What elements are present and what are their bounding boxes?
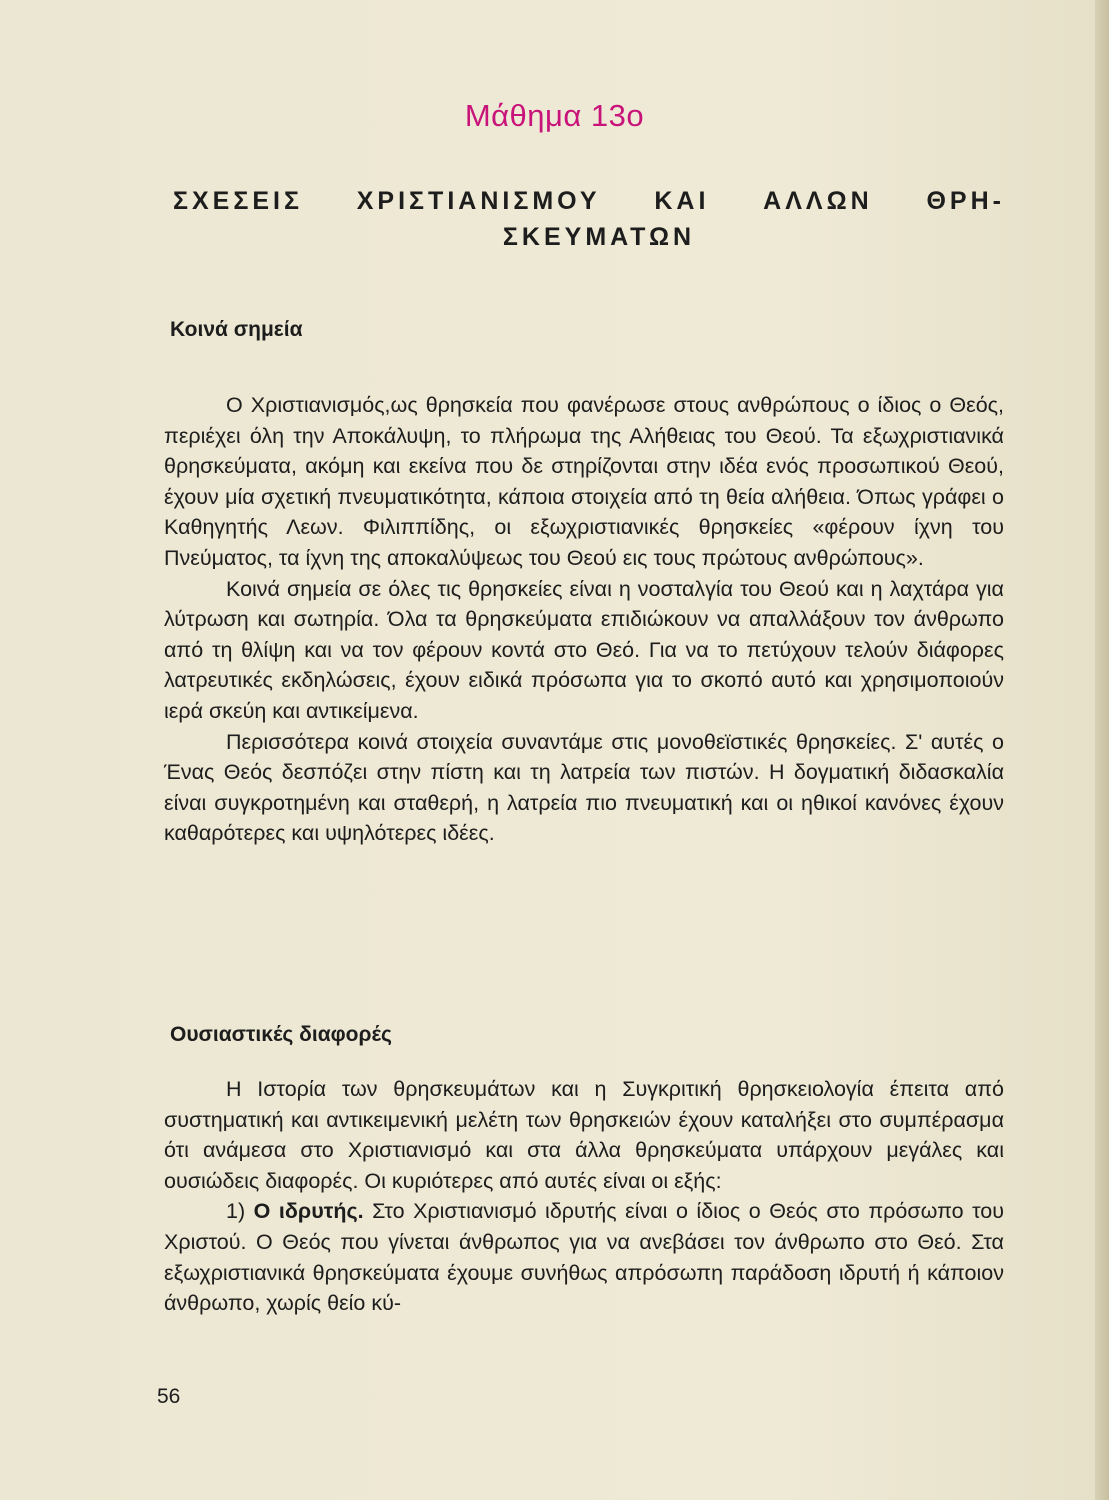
list-item-number: 1) <box>226 1199 246 1224</box>
paragraph: Η Ιστορία των θρησκευμάτων και η Συγκριτική θρησκειολογία έπειτα από συστηματική και αντικειμενική μελέτη των θρησκειών έχουν καταλήξει στο συμπέρασμα ότι ανάμεσα στο Χριστιανισμό και στα άλλα θρησκεύματα υπάρχουν μεγάλες και ουσιώδεις διαφορές. Οι κυριότερες από αυτές είναι οι εξής: <box>164 1077 1004 1193</box>
chapter-title-word: ΘΡΗ- <box>926 187 1005 215</box>
page-edge <box>1095 0 1109 1500</box>
section-heading-common-points: Κοινά σημεία <box>170 318 303 341</box>
chapter-title-word: ΧΡΙΣΤΙΑΝΙΣΜΟΥ <box>356 187 601 215</box>
list-item-founder <box>164 1196 1004 1318</box>
chapter-title-line-1 <box>173 183 1005 219</box>
section-differences-body <box>164 1074 1004 1319</box>
chapter-title-word: ΚΑΙ <box>654 187 710 215</box>
list-item-label: Ο ιδρυτής. <box>253 1199 364 1224</box>
page-number: 56 <box>157 1385 181 1408</box>
chapter-title-word: ΣΧΕΣΕΙΣ <box>173 187 303 215</box>
paragraph: Κοινά σημεία σε όλες τις θρησκείες είναι η νοσταλγία του Θεού και η λαχτάρα για λύτρωση και σωτηρία. Όλα τα θρησκεύματα επιδιώκουν να απαλλάξουν τον άνθρωπο από τη θλίψη και να τον φέρουν κοντά στο Θεό. Για να το πετύχουν τελούν διάφορες λατρευτικές εκδηλώσεις, έχουν ειδικά πρόσωπα για το σκοπό αυτό και χρησιμοποιούν ιερά σκεύη και αντικείμενα. <box>164 576 1004 723</box>
section-heading-essential-differences: Ουσιαστικές διαφορές <box>170 1023 392 1046</box>
paragraph: Περισσότερα κοινά στοιχεία συναντάμε στις μονοθεϊστικές θρησκείες. Σ' αυτές ο Ένας Θεός δεσπόζει στην πίστη και τη λατρεία των πιστών. Η δογματική διδασκαλία είναι συγκροτημένη και σταθερή, η λατρεία πιο πνευματική και οι ηθικοί κανόνες έχουν καθαρότερες και υψηλότερες ιδέες. <box>164 729 1004 846</box>
list-item-text: Στο Χριστιανισμό ιδρυτής είναι ο ίδιος ο Θεός στο πρόσωπο του Χριστού. Ο Θεός που γίνεται άνθρωπος για να ανεβάσει τον άνθρωπο στο Θεό. Στα εξωχριστιανικά θρησκεύματα έχουμε συνήθως απρόσωπη παράδοση ιδρυτή ή κάποιον άνθρωπο, χωρίς θείο κύ- <box>164 1199 1005 1316</box>
lesson-title: Μάθημα 13ο <box>464 98 645 133</box>
chapter-title-line-2: ΣΚΕΥΜΑΤΩΝ <box>502 223 696 251</box>
chapter-title-word: ΑΛΛΩΝ <box>763 187 873 215</box>
paragraph: Ο Χριστιανισμός,ως θρησκεία που φανέρωσε στους ανθρώπους ο ίδιος ο Θεός, περιέχει όλη την Αποκάλυψη, το πλήρωμα της Αλήθειας του Θεού. Τα εξωχριστιανικά θρησκεύματα, ακόμη και εκείνα που δε στηρίζονται στην ιδέα ενός προσωπικού Θεού, έχουν μία σχετική πνευματικότητα, κάποια στοιχεία από τη θεία αλήθεια. Όπως γράφει ο Καθηγητής Λεων. Φιλιππίδης, οι εξωχριστιανικές θρησκείες «φέρουν ίχνη του Πνεύματος, τα ίχνη της αποκαλύψεως του Θεού εις τους πρώτους ανθρώπους». <box>164 393 1004 570</box>
chapter-title <box>173 183 1005 255</box>
section-common-points-body <box>164 390 1004 849</box>
